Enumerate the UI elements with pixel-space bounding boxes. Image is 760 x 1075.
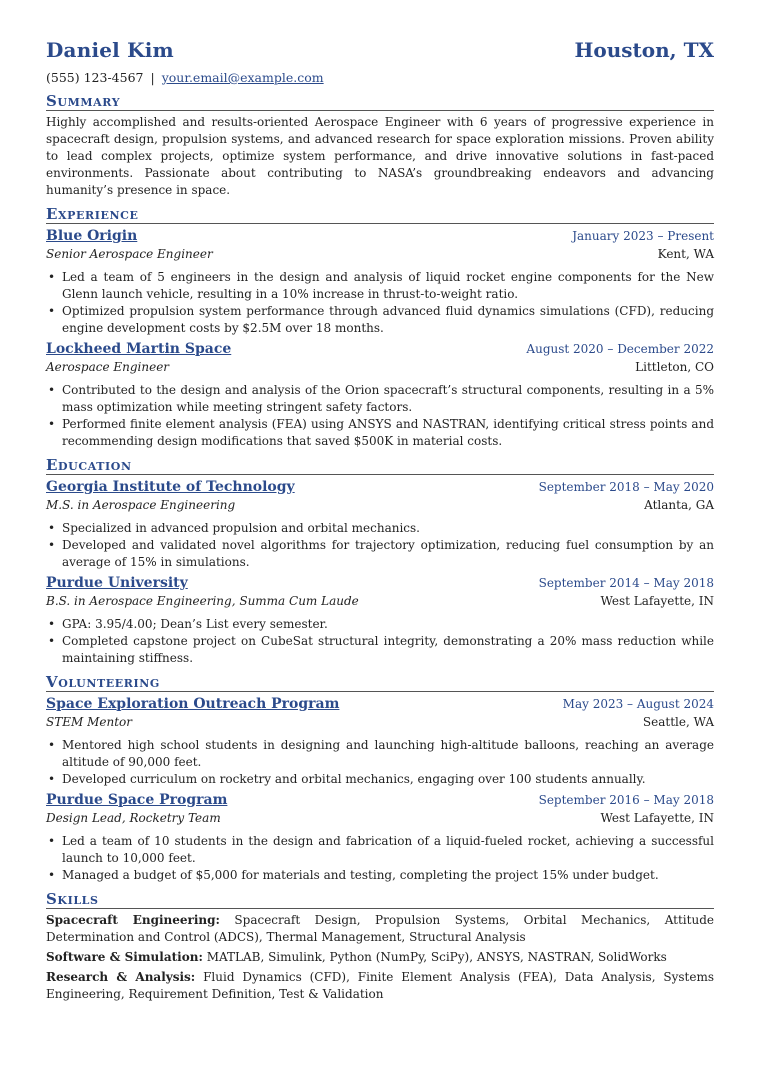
entry-header-row [46, 340, 714, 358]
contact-line [46, 70, 714, 86]
education-list [46, 478, 714, 667]
entry-header-row [46, 574, 714, 592]
organization-link[interactable]: Georgia Institute of Technology [46, 479, 295, 495]
section-title-experience: Experience [46, 205, 714, 224]
education-entry [46, 574, 714, 667]
volunteering-list [46, 695, 714, 884]
bullet-list [46, 616, 714, 667]
bullet-item: • Contributed to the design and analysis of the Orion spacecraft’s structural components, resulting in a 5% mass optimization while meeting stringent safety factors. [62, 382, 714, 416]
entry-subheader-row [46, 358, 714, 376]
contact-separator: | [150, 70, 155, 85]
organization-link[interactable]: Blue Origin [46, 228, 138, 244]
section-title-education: Education [46, 456, 714, 475]
volunteering-entry [46, 791, 714, 884]
bullet-list [46, 382, 714, 450]
phone-number: (555) 123-4567 [46, 70, 144, 85]
skill-row [46, 949, 714, 966]
bullet-item: • Managed a budget of $5,000 for materials and testing, completing the project 15% under budget. [62, 867, 714, 884]
bullet-list [46, 269, 714, 337]
bullet-list [46, 520, 714, 571]
skill-row [46, 969, 714, 1003]
candidate-location: Houston, TX [574, 38, 714, 62]
bullet-item: • GPA: 3.95/4.00; Dean’s List every semester. [62, 616, 714, 633]
entry-location: Littleton, CO [635, 360, 714, 374]
entry-location: West Lafayette, IN [600, 594, 714, 608]
entry-role: Senior Aerospace Engineer [46, 247, 213, 261]
section-title-skills: Skills [46, 890, 714, 909]
entry-subheader-row [46, 592, 714, 610]
summary-text: Highly accomplished and results-oriented Aerospace Engineer with 6 years of progressive experience in spacecraft design, propulsion systems, and advanced research for space exploration missions. Proven ability to lead complex projects, optimize system performance, and drive innovative solutions in fast-paced environments. Passionate about contributing to NASA’s groundbreaking endeavors and advancing humanity’s presence in space. [46, 115, 714, 197]
bullet-item: • Led a team of 10 students in the design and fabrication of a liquid-fueled rocket, achieving a successful launch to 10,000 feet. [62, 833, 714, 867]
section-title-volunteering: Volunteering [46, 673, 714, 692]
organization-link[interactable]: Space Exploration Outreach Program [46, 696, 340, 712]
bullet-item: • Developed and validated novel algorithms for trajectory optimization, reducing fuel consumption by an average of 15% in simulations. [62, 537, 714, 571]
entry-role: Design Lead, Rocketry Team [46, 811, 221, 825]
organization-link[interactable]: Purdue University [46, 575, 188, 591]
organization-link[interactable]: Lockheed Martin Space [46, 341, 232, 357]
experience-entry [46, 227, 714, 337]
skills-list [46, 912, 714, 1003]
entry-dates: September 2014 – May 2018 [538, 576, 714, 590]
bullet-list [46, 833, 714, 884]
bullet-list [46, 737, 714, 788]
experience-list [46, 227, 714, 450]
skill-row [46, 912, 714, 946]
bullet-item: • Developed curriculum on rocketry and orbital mechanics, engaging over 100 students annually. [62, 771, 714, 788]
email-link[interactable]: your.email@example.com [161, 70, 324, 85]
skill-label: Spacecraft Engineering: [46, 913, 220, 927]
entry-location: Kent, WA [657, 247, 714, 261]
volunteering-entry [46, 695, 714, 788]
section-title-summary: Summary [46, 92, 714, 111]
entry-dates: January 2023 – Present [572, 229, 714, 243]
bullet-item: • Specialized in advanced propulsion and orbital mechanics. [62, 520, 714, 537]
entry-subheader-row [46, 245, 714, 263]
bullet-item: • Led a team of 5 engineers in the design and analysis of liquid rocket engine components for the New Glenn launch vehicle, resulting in a 10% increase in thrust-to-weight ratio. [62, 269, 714, 303]
skill-label: Research & Analysis: [46, 970, 196, 984]
entry-subheader-row [46, 713, 714, 731]
entry-header-row [46, 478, 714, 496]
experience-entry [46, 340, 714, 450]
entry-role: M.S. in Aerospace Engineering [46, 498, 236, 512]
candidate-name: Daniel Kim [46, 38, 174, 62]
entry-header-row [46, 695, 714, 713]
entry-location: West Lafayette, IN [600, 811, 714, 825]
entry-location: Atlanta, GA [644, 498, 714, 512]
entry-role: STEM Mentor [46, 715, 132, 729]
bullet-item: • Completed capstone project on CubeSat structural integrity, demonstrating a 20% mass reduction while maintaining stiffness. [62, 633, 714, 667]
skill-value: Spacecraft Design, Propulsion Systems, Orbital Mechanics, Attitude Determination and Control (ADCS), Thermal Management, Structural Analysis [46, 913, 714, 944]
entry-role: B.S. in Aerospace Engineering, Summa Cum Laude [46, 594, 359, 608]
entry-dates: September 2016 – May 2018 [538, 793, 714, 807]
entry-dates: May 2023 – August 2024 [562, 697, 714, 711]
skill-value: MATLAB, Simulink, Python (NumPy, SciPy), ANSYS, NASTRAN, SolidWorks [206, 950, 667, 964]
entry-subheader-row [46, 496, 714, 514]
header [46, 38, 714, 68]
entry-header-row [46, 227, 714, 245]
entry-location: Seattle, WA [642, 715, 714, 729]
bullet-item: • Performed finite element analysis (FEA) using ANSYS and NASTRAN, identifying critical stress points and recommending design modifications that saved $500K in material costs. [62, 416, 714, 450]
skill-value: Fluid Dynamics (CFD), Finite Element Analysis (FEA), Data Analysis, Systems Engineering, Requirement Definition, Test & Validation [46, 970, 714, 1001]
bullet-item: • Mentored high school students in designing and launching high-altitude balloons, reaching an average altitude of 90,000 feet. [62, 737, 714, 771]
bullet-item: • Optimized propulsion system performance through advanced fluid dynamics simulations (CFD), reducing engine development costs by $2.5M over 18 months. [62, 303, 714, 337]
resume-page [46, 38, 714, 1003]
organization-link[interactable]: Purdue Space Program [46, 792, 228, 808]
skill-label: Software & Simulation: [46, 950, 203, 964]
entry-subheader-row [46, 809, 714, 827]
education-entry [46, 478, 714, 571]
entry-role: Aerospace Engineer [46, 360, 170, 374]
entry-dates: August 2020 – December 2022 [526, 342, 714, 356]
entry-dates: September 2018 – May 2020 [538, 480, 714, 494]
entry-header-row [46, 791, 714, 809]
